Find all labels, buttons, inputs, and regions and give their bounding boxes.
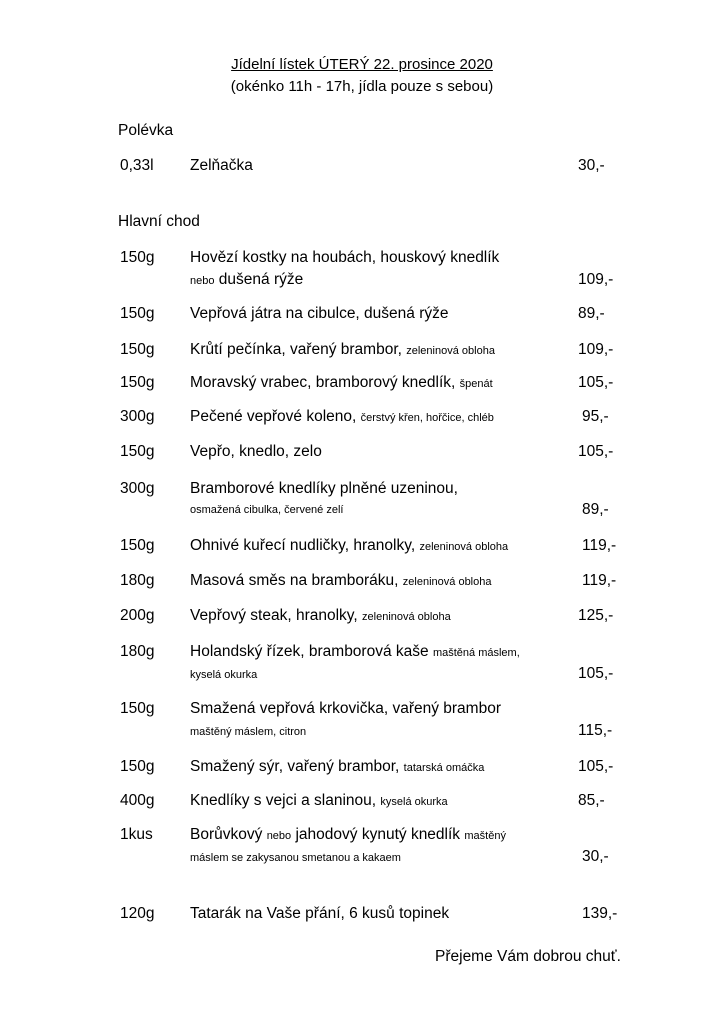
item-side: maštěný xyxy=(464,830,506,842)
item-price: 115,- xyxy=(578,722,613,739)
item-price: 95,- xyxy=(582,408,609,425)
item-name-text: Masová směs na bramboráku, xyxy=(190,572,399,589)
item-line2 xyxy=(190,271,303,289)
item-name xyxy=(190,826,506,844)
item-name-text-b: jahodový kynutý knedlík xyxy=(295,826,461,843)
item-note: nebo xyxy=(266,830,292,842)
item-name xyxy=(190,792,448,810)
item-side: tatarská omáčka xyxy=(403,762,485,774)
item-name: Tatarák na Vaše přání, 6 kusů topinek xyxy=(190,905,450,922)
item-price: 139,- xyxy=(582,905,618,922)
item-weight: 150g xyxy=(120,249,155,266)
item-price: 125,- xyxy=(578,607,614,624)
item-name-text: Knedlíky s vejci a slaninou, xyxy=(190,792,377,809)
item-price: 30,- xyxy=(582,848,609,865)
item-line2: osmažená cibulka, červené zelí xyxy=(190,504,344,516)
item-price: 89,- xyxy=(578,305,605,322)
item-price: 105,- xyxy=(578,374,614,391)
item-name xyxy=(190,341,495,359)
item-name-text: Pečené vepřové koleno, xyxy=(190,408,357,425)
item-name-text: Vepřový steak, hranolky, xyxy=(190,607,358,624)
item-name-line2: dušená rýže xyxy=(218,271,304,288)
item-weight: 150g xyxy=(120,700,155,717)
item-price: 119,- xyxy=(582,537,617,554)
item-weight: 180g xyxy=(120,643,155,660)
item-side: zeleninová obloha xyxy=(419,541,509,553)
section-soup-heading: Polévka xyxy=(118,122,174,139)
item-name: Zelňačka xyxy=(190,157,253,174)
item-weight: 200g xyxy=(120,607,155,624)
item-name: Bramborové knedlíky plněné uzeninou, xyxy=(190,480,458,497)
item-name-text: Borůvkový xyxy=(190,826,263,843)
item-name xyxy=(190,643,520,661)
item-name-text: Smažený sýr, vařený brambor, xyxy=(190,758,400,775)
item-weight: 150g xyxy=(120,341,155,358)
item-line2: kyselá okurka xyxy=(190,669,258,681)
footer-greeting: Přejeme Vám dobrou chuť. xyxy=(435,948,621,965)
item-weight: 180g xyxy=(120,572,155,589)
item-name xyxy=(190,607,451,625)
item-name xyxy=(190,374,493,392)
item-line2: maštěný máslem, citron xyxy=(190,726,307,738)
item-weight: 150g xyxy=(120,305,155,322)
item-weight: 300g xyxy=(120,480,155,497)
item-side: zeleninová obloha xyxy=(362,611,451,623)
item-side: kyselá okurka xyxy=(380,796,448,808)
item-weight: 150g xyxy=(120,537,155,554)
item-name xyxy=(190,408,494,426)
section-main-heading: Hlavní chod xyxy=(118,213,200,230)
item-price: 109,- xyxy=(578,271,614,288)
item-price: 119,- xyxy=(582,572,617,589)
item-price: 109,- xyxy=(578,341,614,358)
item-name-text: Krůtí pečínka, vařený brambor, xyxy=(190,341,402,358)
item-weight: 0,33l xyxy=(120,157,154,174)
item-name: Vepřová játra na cibulce, dušená rýže xyxy=(190,305,449,322)
item-weight: 150g xyxy=(120,758,155,775)
item-price: 105,- xyxy=(578,758,614,775)
item-side: maštěná máslem, xyxy=(432,647,520,659)
item-weight: 400g xyxy=(120,792,155,809)
item-price: 105,- xyxy=(578,443,614,460)
item-name xyxy=(190,758,484,776)
item-name-text: Ohnivé kuřecí nudličky, hranolky, xyxy=(190,537,416,554)
item-line2: máslem se zakysanou smetanou a kakaem xyxy=(190,852,401,864)
item-name xyxy=(190,537,508,555)
menu-title: Jídelní lístek ÚTERÝ 22. prosince 2020 xyxy=(231,56,493,73)
item-side: zeleninová obloha xyxy=(402,576,492,588)
item-side: špenát xyxy=(459,378,493,390)
item-price: 89,- xyxy=(582,501,609,518)
item-name-text: Holandský řízek, bramborová kaše xyxy=(190,643,429,660)
item-name xyxy=(190,572,491,590)
item-side: čerstvý křen, hořčice, chléb xyxy=(360,412,494,424)
item-note: nebo xyxy=(190,275,215,287)
item-name: Hovězí kostky na houbách, houskový knedlík xyxy=(190,249,500,266)
item-name: Vepřo, knedlo, zelo xyxy=(190,443,322,460)
menu-subtitle: (okénko 11h - 17h, jídla pouze s sebou) xyxy=(230,78,494,95)
item-weight: 300g xyxy=(120,408,155,425)
item-name: Smažená vepřová krkovička, vařený brambor xyxy=(190,700,501,717)
item-name-text: Moravský vrabec, bramborový knedlík, xyxy=(190,374,456,391)
item-weight: 1kus xyxy=(120,826,153,843)
item-price: 105,- xyxy=(578,665,614,682)
item-price: 30,- xyxy=(578,157,605,174)
item-side: zeleninová obloha xyxy=(406,345,495,357)
item-price: 85,- xyxy=(578,792,605,809)
item-weight: 150g xyxy=(120,443,155,460)
item-weight: 150g xyxy=(120,374,155,391)
item-weight: 120g xyxy=(120,905,155,922)
